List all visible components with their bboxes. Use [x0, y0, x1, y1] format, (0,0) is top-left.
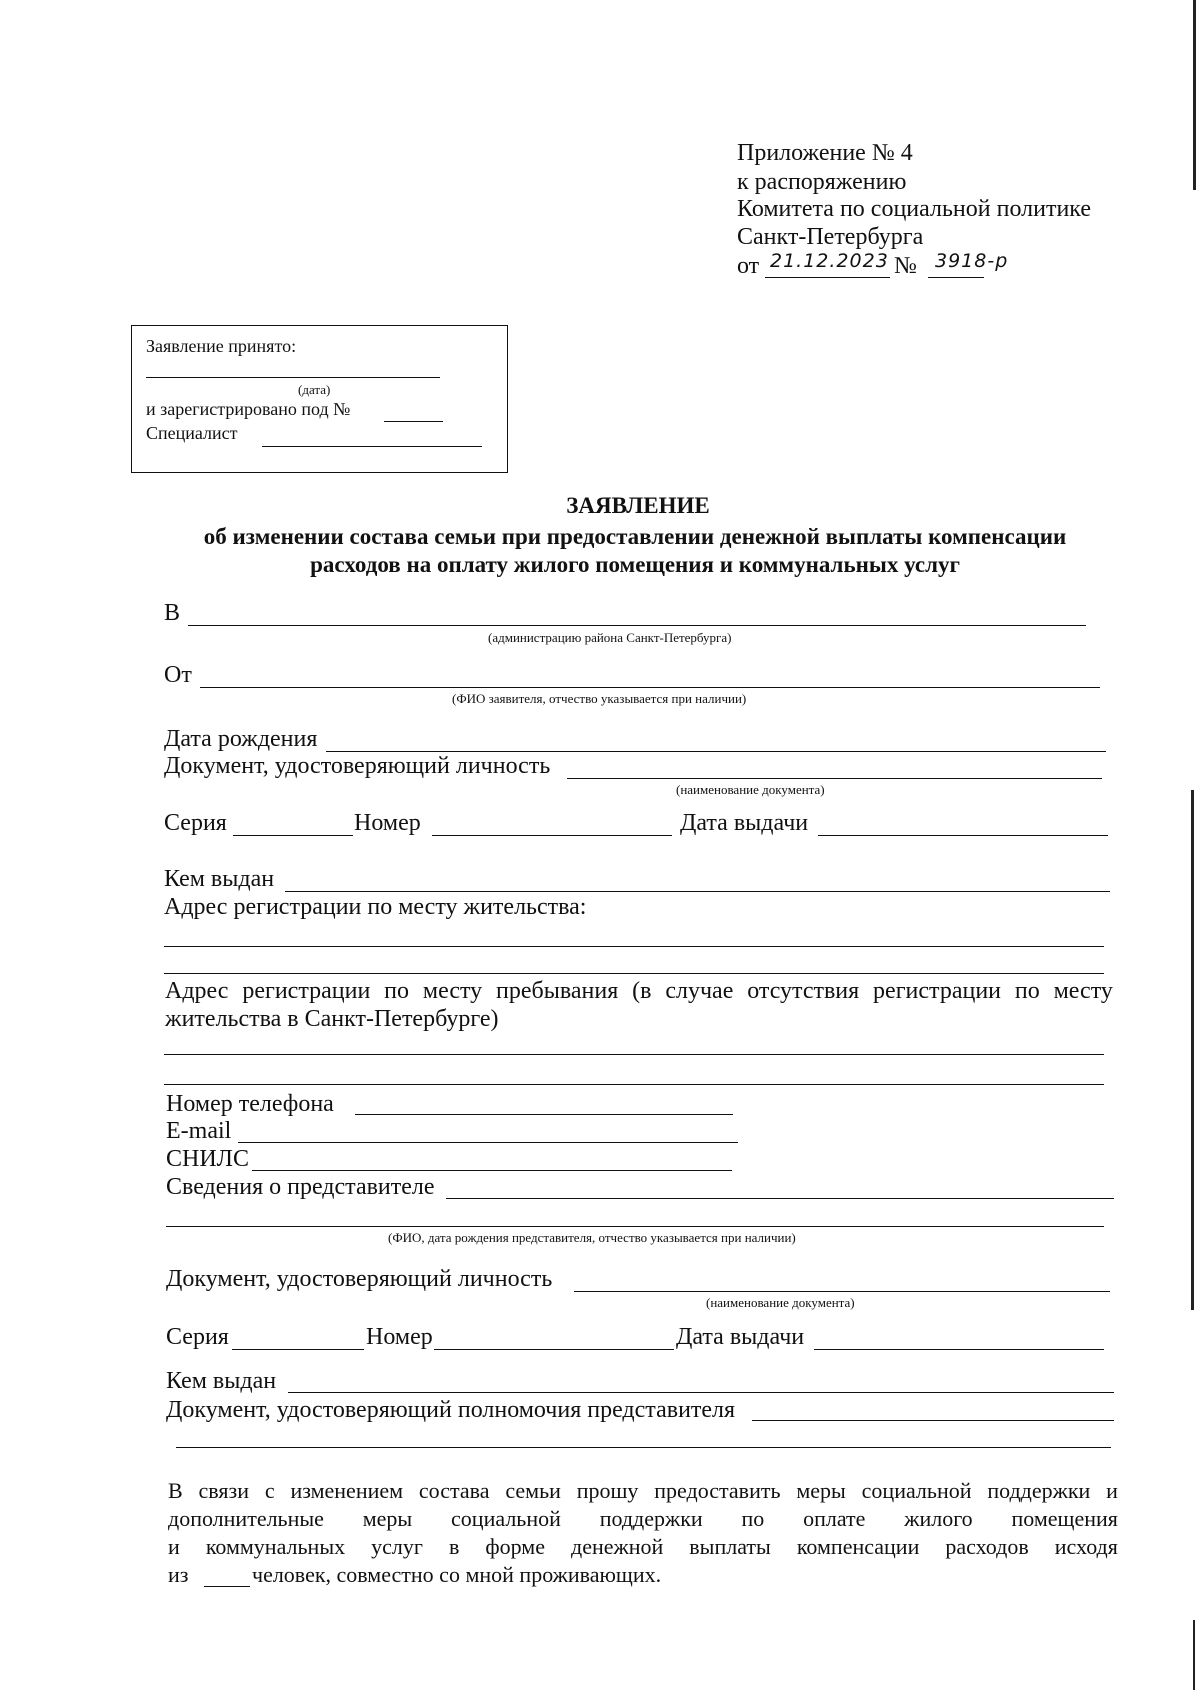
document-title: ЗАЯВЛЕНИЕ [566, 493, 710, 518]
stay-address-line-2[interactable] [164, 1084, 1104, 1085]
number-underline [928, 277, 984, 278]
scan-edge-mark [1193, 1620, 1195, 1690]
header-line-4: Санкт-Петербурга [737, 224, 924, 250]
birth-date-field[interactable] [326, 751, 1106, 752]
representative-field-line-2[interactable] [166, 1226, 1104, 1227]
residence-address-label: Адрес регистрации по месту жительства: [164, 894, 587, 920]
representative-label: Сведения о представителе [166, 1174, 435, 1200]
from-caption: (ФИО заявителя, отчество указывается при наличии) [452, 691, 747, 706]
header-date-prefix: от [737, 253, 760, 279]
date-caption: (дата) [298, 382, 331, 397]
issue-date-label: Дата выдачи [680, 810, 809, 836]
accepted-label: Заявление принято: [146, 336, 297, 356]
rep-authority-doc-line-2[interactable] [176, 1447, 1111, 1448]
from-field[interactable] [200, 687, 1100, 688]
scan-edge-mark [1193, 0, 1196, 190]
phone-field[interactable] [355, 1114, 733, 1115]
registered-number-line[interactable] [384, 421, 443, 422]
issued-by-label: Кем выдан [164, 866, 275, 892]
rep-id-document-label: Документ, удостоверяющий личность [166, 1266, 553, 1292]
representative-field[interactable] [446, 1198, 1114, 1199]
email-field[interactable] [238, 1142, 738, 1143]
rep-authority-doc-field[interactable] [752, 1420, 1114, 1421]
persons-count-field[interactable] [204, 1586, 250, 1587]
specialist-label: Специалист [146, 423, 238, 443]
header-line-3: Комитета по социальной политике [737, 196, 1092, 222]
rep-issued-by-label: Кем выдан [166, 1368, 277, 1394]
issue-date-field[interactable] [818, 835, 1108, 836]
rep-id-document-field[interactable] [574, 1291, 1110, 1292]
stay-address-line-1[interactable] [164, 1054, 1104, 1055]
from-label: От [164, 662, 192, 688]
residence-address-line-2[interactable] [164, 973, 1104, 974]
request-line-1: В связи с изменением состава семьи прошу предоставить меры социальной поддержки и [168, 1478, 1118, 1503]
accepted-date-line[interactable] [146, 377, 440, 378]
registered-label: и зарегистрировано под № [146, 399, 351, 419]
document-subtitle-2: расходов на оплату жилого помещения и коммунальных услуг [310, 552, 960, 577]
document-subtitle-1: об изменении состава семьи при предоставлении денежной выплаты компенсации [203, 524, 1067, 549]
to-label: В [164, 600, 181, 626]
rep-issue-date-field[interactable] [814, 1349, 1104, 1350]
rep-number-label: Номер [366, 1324, 433, 1350]
residence-address-line-1[interactable] [164, 946, 1104, 947]
email-label: E-mail [166, 1118, 232, 1144]
header-line-2: к распоряжению [737, 169, 907, 195]
series-field[interactable] [233, 835, 353, 836]
rep-authority-doc-label: Документ, удостоверяющий полномочия представителя [166, 1397, 736, 1423]
snils-label: СНИЛС [166, 1146, 249, 1172]
stay-address-label-line-2: жительства в Санкт-Петербурге) [165, 1006, 499, 1032]
to-caption: (администрацию района Санкт-Петербурга) [488, 630, 732, 645]
issued-by-field[interactable] [285, 891, 1110, 892]
header-line-1: Приложение № 4 [737, 140, 913, 166]
representative-caption: (ФИО, дата рождения представителя, отчество указывается при наличии) [388, 1230, 796, 1245]
rep-id-document-caption: (наименование документа) [706, 1295, 855, 1310]
handwritten-number: 3918-р [935, 250, 1009, 272]
request-line-4-prefix: из [168, 1562, 189, 1587]
number-field[interactable] [432, 835, 672, 836]
header-number-prefix: № [894, 253, 917, 279]
rep-issue-date-label: Дата выдачи [676, 1324, 805, 1350]
request-line-3: и коммунальных услуг в форме денежной выплаты компенсации расходов исходя [168, 1534, 1118, 1559]
phone-label: Номер телефона [166, 1091, 334, 1117]
id-document-caption: (наименование документа) [676, 782, 825, 797]
rep-number-field[interactable] [434, 1349, 674, 1350]
birth-date-label: Дата рождения [164, 726, 318, 752]
stay-address-label-line-1: Адрес регистрации по месту пребывания (в случае отсутствия регистрации по месту [165, 978, 1113, 1004]
rep-series-field[interactable] [232, 1349, 364, 1350]
snils-field[interactable] [252, 1170, 732, 1171]
scan-edge-mark [1191, 790, 1194, 1310]
date-underline [765, 277, 890, 278]
specialist-line[interactable] [262, 446, 482, 447]
number-label: Номер [354, 810, 421, 836]
rep-issued-by-field[interactable] [288, 1392, 1114, 1393]
series-label: Серия [164, 810, 227, 836]
handwritten-date: 21.12.2023 [770, 250, 889, 272]
to-field[interactable] [188, 625, 1086, 626]
request-line-4-suffix: человек, совместно со мной проживающих. [252, 1562, 662, 1587]
rep-series-label: Серия [166, 1324, 229, 1350]
id-document-label: Документ, удостоверяющий личность [164, 753, 551, 779]
request-line-2: дополнительные меры социальной поддержки по оплате жилого помещения [168, 1506, 1118, 1531]
id-document-field[interactable] [567, 778, 1102, 779]
